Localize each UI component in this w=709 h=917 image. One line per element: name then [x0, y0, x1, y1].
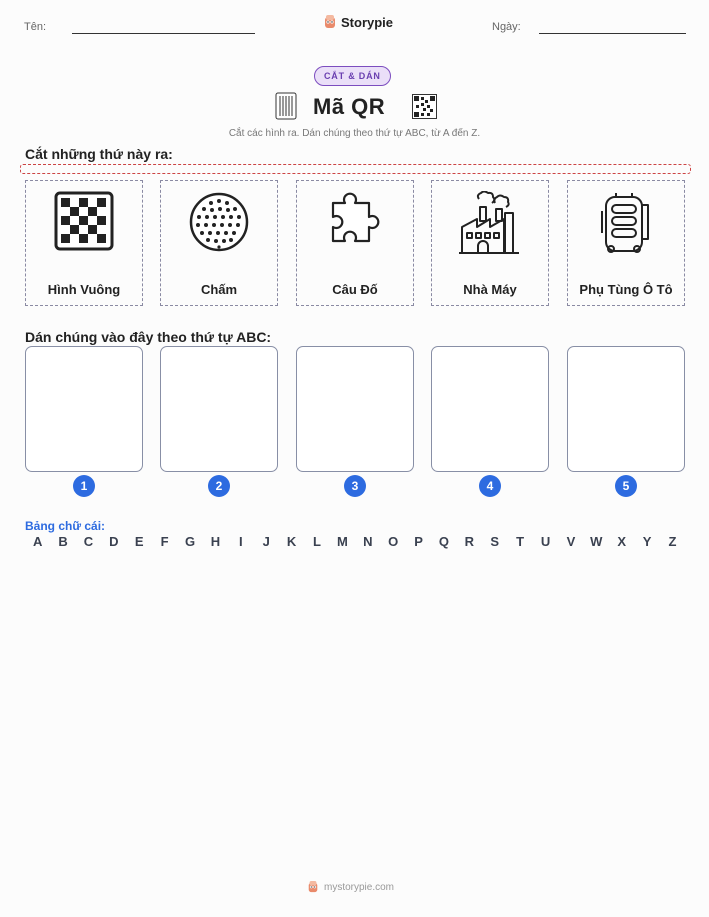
- card-label: Hình Vuông: [47, 282, 121, 297]
- alphabet-letter: L: [313, 534, 321, 549]
- cut-card-factory[interactable]: [431, 180, 549, 306]
- alphabet-letter: I: [239, 534, 243, 549]
- footer-url[interactable]: mystorypie.com: [324, 881, 395, 893]
- storypie-mascot-icon: [307, 880, 319, 894]
- date-label: Ngày:: [492, 21, 521, 33]
- alphabet-letter: Q: [438, 534, 449, 549]
- alphabet-letter: Y: [642, 534, 652, 549]
- alphabet-letter: P: [414, 534, 423, 549]
- alphabet-letter: T: [516, 534, 525, 549]
- number-badge-2: 2: [208, 475, 230, 497]
- alphabet-letter: J: [262, 534, 270, 549]
- alphabet-letter: M: [336, 534, 348, 549]
- alphabet-letter: E: [134, 534, 144, 549]
- card-label: Chấm: [200, 282, 238, 297]
- footer: [307, 880, 394, 894]
- alphabet-label: Bảng chữ cái:: [25, 519, 106, 533]
- alphabet-letter: D: [109, 534, 119, 549]
- name-field[interactable]: [72, 33, 255, 34]
- alphabet-letter: X: [617, 534, 627, 549]
- card-label: Phụ Tùng Ô Tô: [579, 282, 673, 297]
- cut-card-square[interactable]: [25, 180, 143, 306]
- alphabet-letter: W: [590, 534, 603, 549]
- storypie-logo: [323, 14, 393, 30]
- card-label: Nhà Máy: [463, 282, 517, 297]
- alphabet-letter: Z: [668, 534, 677, 549]
- alphabet-letter: N: [363, 534, 373, 549]
- paste-box-1[interactable]: [25, 346, 143, 472]
- alphabet-row: [25, 534, 685, 549]
- cut-card-puzzle[interactable]: [296, 180, 414, 306]
- cut-line: [20, 164, 691, 174]
- paste-heading: Dán chúng vào đây theo thứ tự ABC:: [25, 329, 272, 345]
- cut-paste-badge: CẮT & DÁN: [314, 66, 391, 86]
- car-part-icon: [596, 191, 656, 262]
- paste-box-5[interactable]: [567, 346, 685, 472]
- checker-square-icon: [54, 191, 114, 256]
- alphabet-letter: H: [210, 534, 221, 549]
- alphabet-letter: V: [566, 534, 576, 549]
- name-label: Tên:: [24, 21, 47, 33]
- card-label: Câu Đố: [332, 282, 378, 297]
- logo-text: Storypie: [341, 14, 394, 30]
- paste-box-4[interactable]: [431, 346, 549, 472]
- number-badge-5: 5: [615, 475, 637, 497]
- paste-box-2[interactable]: [160, 346, 278, 472]
- alphabet-letter: R: [464, 534, 475, 549]
- alphabet-letter: K: [286, 534, 297, 549]
- puzzle-piece-icon: [325, 191, 385, 256]
- number-badge-3: 3: [344, 475, 366, 497]
- storypie-mascot-icon: [323, 14, 337, 30]
- barcode-icon: [275, 92, 297, 125]
- paste-box-3[interactable]: [296, 346, 414, 472]
- alphabet-letter: U: [540, 534, 551, 549]
- alphabet-letter: O: [388, 534, 399, 549]
- alphabet-letter: A: [33, 534, 43, 549]
- date-field[interactable]: [539, 33, 686, 34]
- cut-card-dots[interactable]: [160, 180, 278, 306]
- alphabet-letter: G: [184, 534, 196, 549]
- page-title: Mã QR: [313, 94, 386, 119]
- cut-heading: Cắt những thứ này ra:: [25, 146, 173, 162]
- factory-icon: [457, 191, 523, 262]
- cut-card-car-part[interactable]: [567, 180, 685, 306]
- alphabet-letter: B: [58, 534, 68, 549]
- instructions: Cắt các hình ra. Dán chúng theo thứ tự ABC, từ A đến Z.: [228, 128, 481, 139]
- alphabet-letter: S: [490, 534, 500, 549]
- alphabet-letter: F: [160, 534, 169, 549]
- number-badge-1: 1: [73, 475, 95, 497]
- dots-circle-icon: [188, 191, 250, 258]
- qr-code-icon: [412, 94, 437, 124]
- alphabet-letter: C: [83, 534, 94, 549]
- number-badge-4: 4: [479, 475, 501, 497]
